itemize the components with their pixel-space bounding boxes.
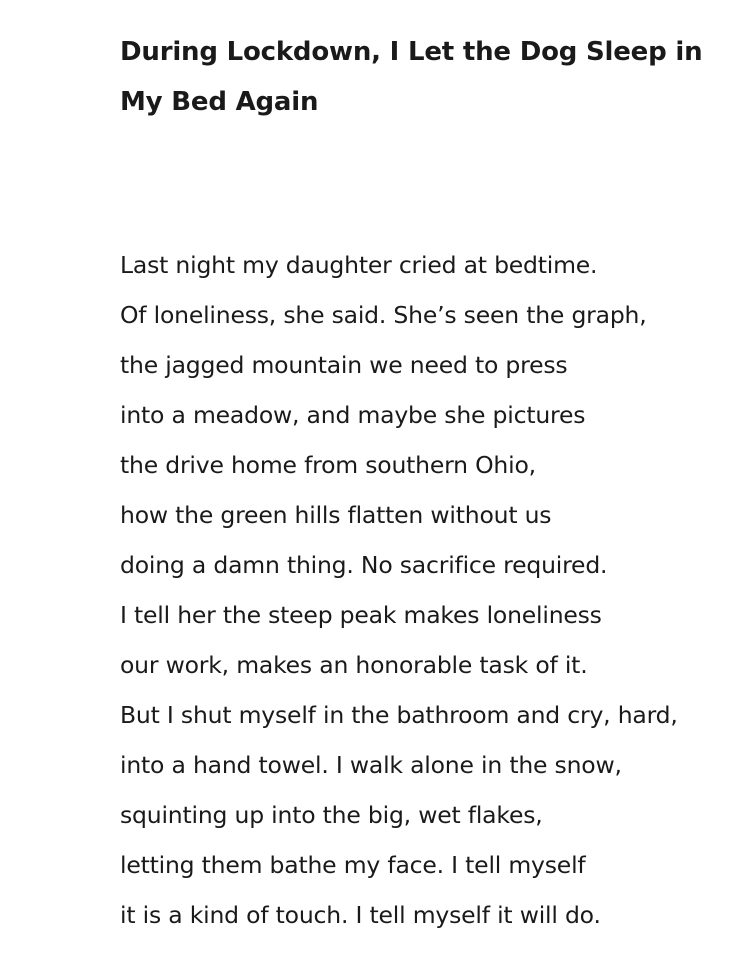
poem-line: the drive home from southern Ohio, [120, 451, 536, 479]
poem-line: Of loneliness, she said. She’s seen the graph, [120, 301, 647, 329]
poem-line: into a hand towel. I walk alone in the snow, [120, 751, 622, 779]
poem-line: Last night my daughter cried at bedtime. [120, 251, 598, 279]
poem-line: I tell her the steep peak makes loneliness [120, 601, 602, 629]
poem-title: During Lockdown, I Let the Dog Sleep in My Bed Again [120, 37, 703, 117]
poem-line: into a meadow, and maybe she pictures [120, 401, 586, 429]
poem-line: our work, makes an honorable task of it. [120, 651, 588, 679]
poem-body [120, 240, 740, 940]
poem-line: it is a kind of touch. I tell myself it will do. [120, 901, 601, 929]
poem-line: letting them bathe my face. I tell myself [120, 851, 586, 879]
poem-line: But I shut myself in the bathroom and cry, hard, [120, 701, 678, 729]
poem-line: how the green hills flatten without us [120, 501, 552, 529]
poem-line: squinting up into the big, wet flakes, [120, 801, 543, 829]
poem-line: the jagged mountain we need to press [120, 351, 568, 379]
poem-page [120, 0, 740, 929]
poem-line: doing a damn thing. No sacrifice required. [120, 551, 608, 579]
